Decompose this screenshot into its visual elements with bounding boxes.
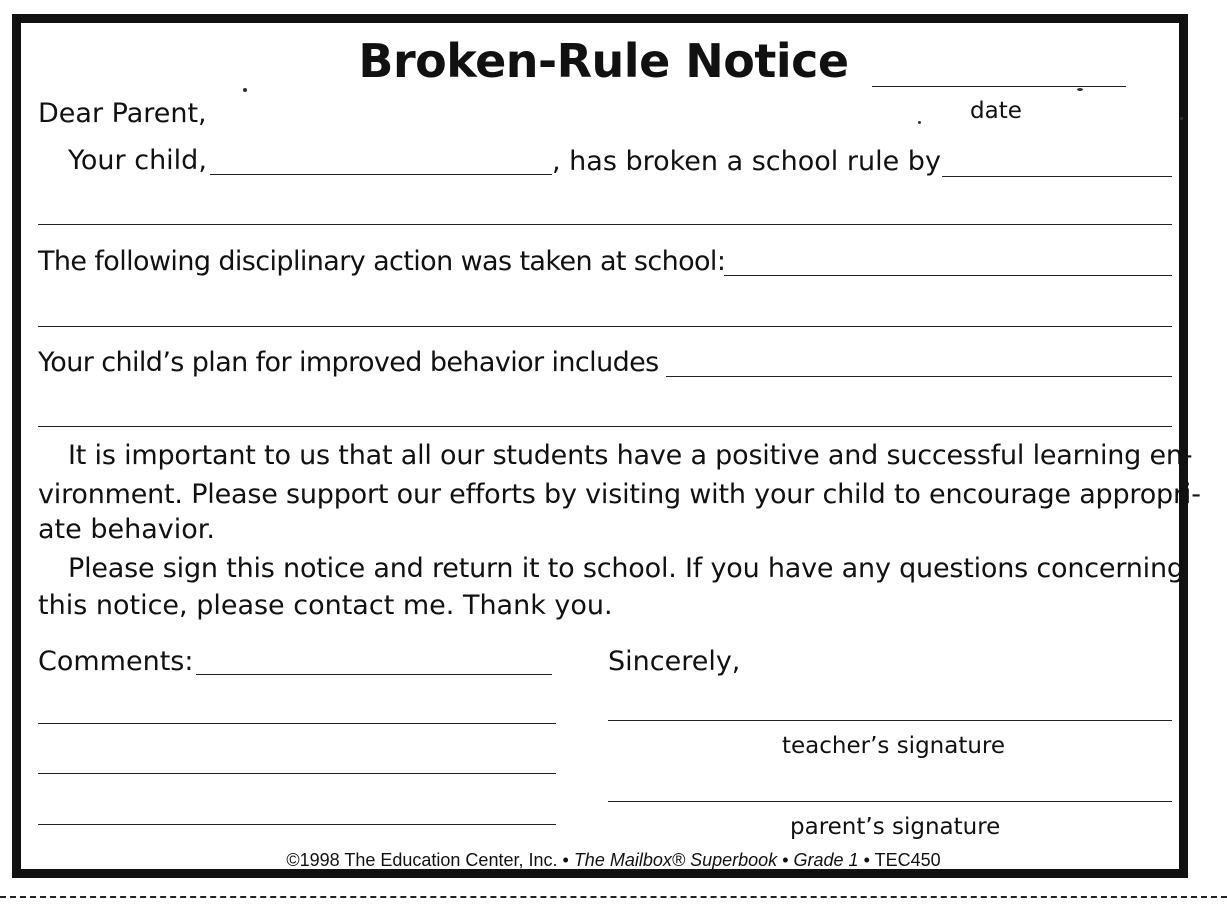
comments-line-1[interactable] bbox=[196, 674, 552, 675]
teacher-signature-label: teacher’s signature bbox=[782, 733, 1006, 759]
paragraph2-line2: this notice, please contact me. Thank you. bbox=[38, 590, 613, 621]
teacher-signature-line[interactable] bbox=[608, 720, 1172, 721]
footer-copyright: ©1998 The Education Center, Inc. • bbox=[286, 850, 569, 870]
plan-line[interactable] bbox=[666, 376, 1172, 377]
plan-label: Your child’s plan for improved behavior includes bbox=[38, 347, 659, 378]
action-label: The following disciplinary action was taken at school: bbox=[38, 246, 726, 277]
parent-signature-line[interactable] bbox=[608, 801, 1172, 802]
child-name-line[interactable] bbox=[210, 174, 552, 175]
plan-line-2[interactable] bbox=[38, 426, 1172, 427]
paragraph1-line3: ate behavior. bbox=[38, 514, 215, 545]
action-line[interactable] bbox=[724, 275, 1172, 276]
rule-broken-line-2[interactable] bbox=[38, 224, 1172, 225]
notice-title: Broken-Rule Notice bbox=[358, 34, 849, 88]
paragraph1-line2: vironment. Please support our efforts by visiting with your child to encourage appropri- bbox=[38, 479, 1201, 510]
action-line-2[interactable] bbox=[38, 326, 1172, 327]
paragraph2-line1: Please sign this notice and return it to school. If you have any questions concerning bbox=[68, 553, 1184, 584]
salutation: Dear Parent, bbox=[38, 98, 207, 129]
footer-publication: The Mailbox® Superbook bbox=[573, 850, 778, 870]
child-prefix-text: Your child, bbox=[68, 145, 207, 176]
rule-broken-line[interactable] bbox=[942, 176, 1172, 177]
parent-signature-label: parent’s signature bbox=[790, 814, 1001, 840]
date-line[interactable] bbox=[872, 86, 1126, 87]
closing-text: Sincerely, bbox=[608, 646, 741, 677]
comments-line-2[interactable] bbox=[38, 723, 556, 724]
comments-label: Comments: bbox=[38, 646, 194, 677]
footer-code: • TEC450 bbox=[863, 850, 941, 870]
comments-line-3[interactable] bbox=[38, 773, 556, 774]
paragraph1-line1: It is important to us that all our students have a positive and successful learning en- bbox=[68, 440, 1193, 471]
comments-line-4[interactable] bbox=[38, 824, 556, 825]
date-label: date bbox=[970, 98, 1022, 124]
footer-grade: Grade 1 bbox=[793, 850, 859, 870]
footer-separator: • bbox=[782, 850, 789, 870]
cut-line bbox=[0, 896, 1227, 898]
footer-credit bbox=[0, 850, 1227, 871]
rule-broken-text: , has broken a school rule by bbox=[552, 146, 941, 177]
